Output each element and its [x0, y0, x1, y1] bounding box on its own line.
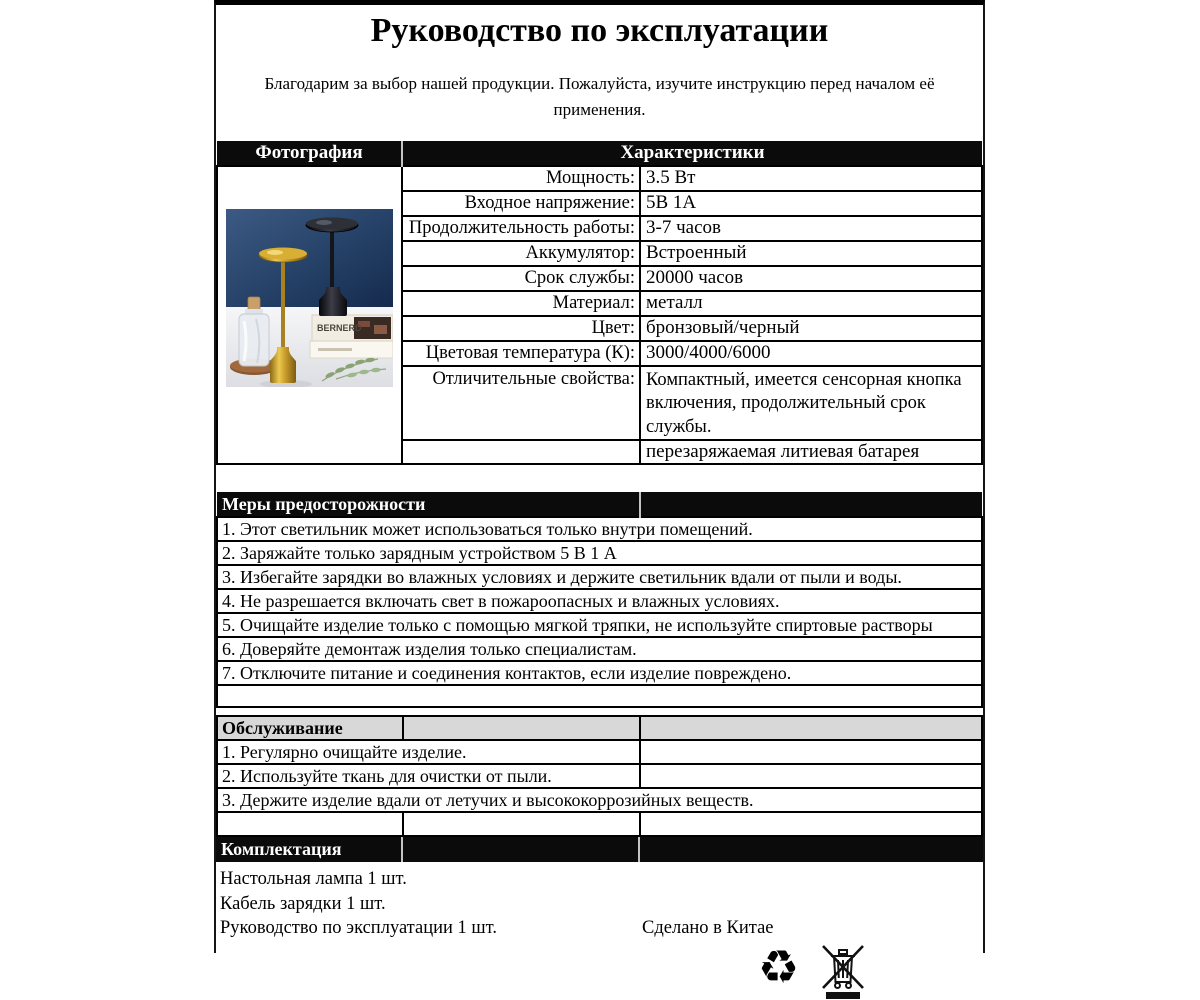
package-header-row — [216, 837, 983, 862]
precaution-item-row — [217, 613, 982, 637]
spec-label: Цвет: — [402, 316, 640, 341]
spec-label: Отличительные свойства: — [402, 366, 640, 441]
intro-text: Благодарим за выбор нашей продукции. Пожалуйста, изучите инструкцию перед началом её применения. — [264, 74, 935, 120]
maintenance-item-spacer — [640, 740, 982, 764]
spec-value: металл — [640, 291, 982, 316]
spec-note: перезаряжаемая литиевая батарея — [640, 440, 982, 464]
book-brand-label: BERNERD — [317, 322, 362, 333]
maintenance-item: 2. Используйте ткань для очистки от пыли. — [217, 764, 640, 788]
manual-document — [214, 0, 985, 953]
books-stack — [310, 315, 393, 358]
precaution-item-row — [217, 565, 982, 589]
maintenance-item: 1. Регулярно очищайте изделие. — [217, 740, 640, 764]
precaution-item-row — [217, 661, 982, 685]
specs-column-header: Характеристики — [402, 141, 982, 166]
maintenance-item: 3. Держите изделие вдали от летучих и высококоррозийных веществ. — [217, 788, 982, 812]
precaution-item: 2. Заряжайте только зарядным устройством 5 В 1 А — [217, 541, 982, 565]
empty-row — [217, 685, 982, 707]
precaution-item: 1. Этот светильник может использоваться только внутри помещений. — [217, 517, 982, 541]
precautions-table — [216, 492, 983, 708]
spec-value: 3000/4000/6000 — [640, 341, 982, 366]
spec-label: Входное напряжение: — [402, 191, 640, 216]
package-item: Кабель зарядки 1 шт. — [220, 893, 386, 914]
spec-label: Цветовая температура (К): — [402, 341, 640, 366]
maintenance-item-row — [217, 788, 982, 812]
precaution-item-row — [217, 589, 982, 613]
recycling-icon: ♻ — [758, 940, 800, 994]
precaution-item: 5. Очищайте изделие только с помощью мягкой тряпки, не используйте спиртовые растворы — [217, 613, 982, 637]
spec-table — [216, 141, 983, 466]
spec-value: Компактный, имеется сенсорная кнопка включения, продолжительный срок службы. — [640, 366, 982, 441]
empty-row — [217, 812, 982, 836]
maintenance-header-spacer — [403, 716, 640, 740]
precaution-item: 4. Не разрешается включать свет в пожароопасных и влажных условиях. — [217, 589, 982, 613]
spec-value: бронзовый/черный — [640, 316, 982, 341]
precautions-title: Меры предосторожности — [217, 492, 640, 517]
maintenance-title: Обслуживание — [217, 716, 403, 740]
made-in-label: Сделано в Китае — [642, 918, 774, 939]
spec-label: Продолжительность работы: — [402, 216, 640, 241]
precaution-item: 3. Избегайте зарядки во влажных условиях и держите светильник вдали от пыли и воды. — [217, 565, 982, 589]
product-photo-art — [226, 209, 393, 387]
spec-label: Мощность: — [402, 166, 640, 191]
package-table — [216, 837, 983, 862]
precaution-item-row — [217, 517, 982, 541]
maintenance-header-spacer — [640, 716, 982, 740]
spec-value: 3.5 Вт — [640, 166, 982, 191]
package-item-row — [220, 916, 983, 941]
precautions-header-spacer — [640, 492, 982, 517]
photo-column-header: Фотография — [217, 141, 402, 166]
spec-value: 20000 часов — [640, 266, 982, 291]
spec-value: 3-7 часов — [640, 216, 982, 241]
package-header-spacer — [402, 837, 639, 862]
page-title: Руководство по эксплуатации — [370, 12, 829, 49]
spec-label: Аккумулятор: — [402, 241, 640, 266]
package-title: Комплектация — [216, 837, 402, 862]
spec-row — [217, 166, 982, 191]
package-item: Настольная лампа 1 шт. — [220, 869, 407, 890]
precaution-item: 6. Доверяйте демонтаж изделия только специалистам. — [217, 637, 982, 661]
maintenance-item-row — [217, 764, 982, 788]
precaution-item-row — [217, 541, 982, 565]
maintenance-table — [216, 715, 983, 837]
precautions-header-row — [217, 492, 982, 517]
package-item: Руководство по эксплуатации 1 шт. — [220, 918, 497, 939]
maintenance-item-spacer — [640, 764, 982, 788]
package-contents — [216, 867, 983, 941]
spec-header-row — [217, 141, 982, 166]
spec-value: 5В 1А — [640, 191, 982, 216]
spec-value: Встроенный — [640, 241, 982, 266]
package-header-spacer — [639, 837, 983, 862]
weee-crossed-bin-icon — [820, 944, 866, 1000]
spec-label: Материал: — [402, 291, 640, 316]
spec-label: Срок службы: — [402, 266, 640, 291]
spec-note-label-cell — [402, 440, 640, 464]
maintenance-header-row — [217, 716, 982, 740]
precaution-item-row — [217, 637, 982, 661]
maintenance-item-row — [217, 740, 982, 764]
product-photo — [226, 209, 393, 387]
precaution-item: 7. Отключите питание и соединения контактов, если изделие повреждено. — [217, 661, 982, 685]
product-photo-cell — [217, 166, 402, 465]
